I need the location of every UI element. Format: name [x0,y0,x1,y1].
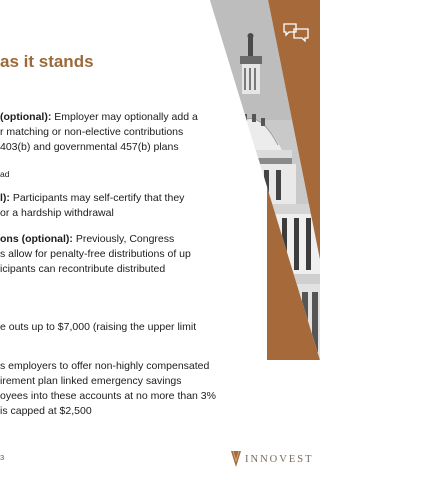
provision-block [0,232,191,277]
block-line: e outs up to $7,000 (raising the upper limit [0,321,197,333]
block-line: icipants can recontribute distributed [0,263,166,275]
innovest-logo [231,450,314,468]
block-line: s allow for penalty-free distributions of up [0,248,191,260]
provision-block [0,359,216,419]
block-line: ons (optional): Previously, Congress [0,233,175,245]
provision-block [0,191,184,221]
innovest-v-mark-icon [231,451,241,467]
block-line: 403(b) and governmental 457(b) plans [0,141,179,153]
block-line: or a hardship withdrawal [0,207,114,219]
block-line: (optional): Employer may optionally add a [0,111,198,123]
block-line: l): Participants may self-certify that they [0,192,185,204]
speech-bubbles-icon [282,22,310,42]
block-line: is capped at $2,500 [0,405,92,417]
provision-block [0,320,196,335]
provision-note [0,167,9,182]
block-line: irement plan linked emergency savings [0,375,182,387]
block-line: ad [0,169,10,179]
provision-block [0,110,198,155]
block-line: s employers to offer non-highly compensated [0,360,210,372]
page-number: 3 [0,453,5,462]
logo-wordmark: INNOVEST [245,453,314,465]
block-line: r matching or non-elective contributions [0,126,184,138]
block-line: oyees into these accounts at no more than 3% [0,390,216,402]
slide-title: as it stands [0,52,94,71]
